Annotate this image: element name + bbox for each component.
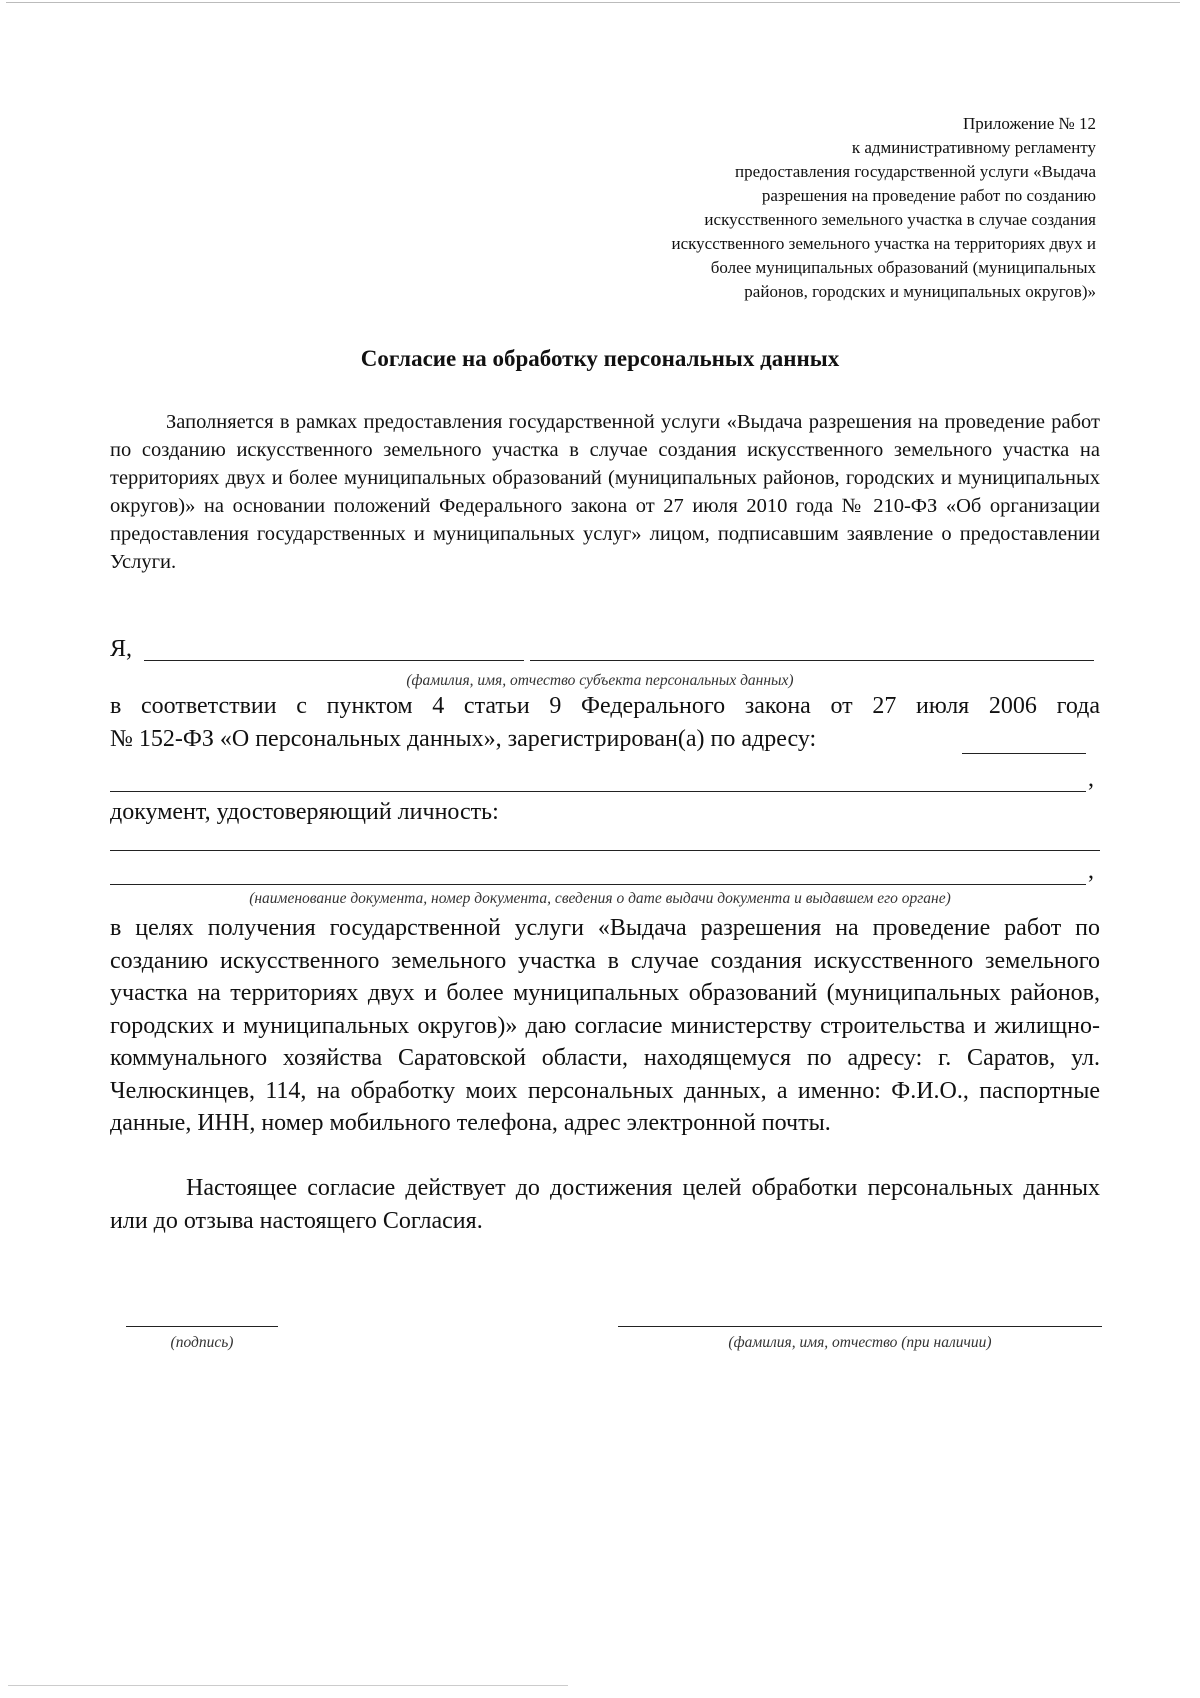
scan-edge-top bbox=[6, 2, 1180, 3]
document-title: Согласие на обработку персональных данных bbox=[360, 346, 840, 371]
appendix-line: искусственного земельного участка на территориях двух и bbox=[671, 234, 1096, 253]
signature-caption: (подпись) bbox=[170, 1334, 234, 1351]
subject-name-field-continued[interactable] bbox=[530, 660, 1094, 661]
subject-name-field[interactable] bbox=[144, 660, 524, 661]
appendix-line: районов, городских и муниципальных округов)» bbox=[744, 282, 1096, 301]
registered-address-label: № 152-ФЗ «О персональных данных», зарегистрирован(а) по адресу: bbox=[110, 726, 817, 752]
appendix-line: более муниципальных образований (муниципальных bbox=[710, 258, 1096, 277]
intro-paragraph: Заполняется в рамках предоставления государственной услуги «Выдача разрешения на проведение работ по созданию искусственного земельного участка в случае создания искусственного земельного участка на территориях двух и более муниципальных образований (муниципальных районов, городских и муниципальных округов)» на основании положений Федерального закона от 27 июля 2010 года № 210-ФЗ «Об организации предоставления государственных и муниципальных услуг» лицом, подписавшим заявление о предоставлении Услуги. bbox=[110, 411, 1100, 573]
address-field[interactable] bbox=[962, 753, 1086, 754]
address-comma: , bbox=[1088, 766, 1094, 792]
appendix-line: к административному регламенту bbox=[851, 138, 1096, 157]
full-name-caption: (фамилия, имя, отчество (при наличии) bbox=[728, 1334, 992, 1351]
appendix-header bbox=[536, 112, 1096, 304]
appendix-line: искусственного земельного участка в случае создания bbox=[704, 210, 1096, 229]
identity-document-comma: , bbox=[1088, 858, 1094, 884]
identity-document-label: документ, удостоверяющий личность: bbox=[110, 799, 499, 825]
subject-name-row bbox=[110, 636, 1100, 668]
appendix-line: разрешения на проведение работ по созданию bbox=[761, 186, 1096, 205]
identity-document-field[interactable] bbox=[110, 850, 1100, 851]
purpose-paragraph: в целях получения государственной услуги «Выдача разрешения на проведение работ по созданию искусственного земельного участка в случае создания искусственного земельного участка на территориях двух и более муниципальных образований (муниципальных районов, городских и муниципальных округов)» даю согласие министерству строительства и жилищно-коммунального хозяйства Саратовской области, находящемуся по адресу: г. Саратов, ул. Челюскинцев, 114, на обработку моих персональных данных, а именно: Ф.И.О., паспортные данные, ИНН, номер мобильного телефона, адрес электронной почты. bbox=[110, 915, 1100, 1136]
scan-edge-bottom bbox=[8, 1685, 568, 1686]
ya-label: Я, bbox=[110, 636, 133, 662]
signature-field[interactable] bbox=[126, 1326, 278, 1327]
appendix-line: Приложение № 12 bbox=[963, 114, 1096, 133]
law-reference-line: в соответствии с пунктом 4 статьи 9 Федерального закона от 27 июля 2006 года bbox=[110, 693, 1100, 719]
appendix-line: предоставления государственной услуги «Выдача bbox=[735, 162, 1096, 181]
subject-name-caption: (фамилия, имя, отчество субъекта персональных данных) bbox=[406, 672, 794, 689]
full-name-field[interactable] bbox=[618, 1326, 1102, 1327]
address-field-continued[interactable] bbox=[110, 791, 1086, 792]
identity-document-field-continued[interactable] bbox=[110, 884, 1086, 885]
validity-paragraph: Настоящее согласие действует до достижения целей обработки персональных данных или до отзыва настоящего Согласия. bbox=[110, 1175, 1100, 1234]
identity-document-caption: (наименование документа, номер документа, сведения о дате выдачи документа и выдавшем его органе) bbox=[249, 890, 951, 907]
